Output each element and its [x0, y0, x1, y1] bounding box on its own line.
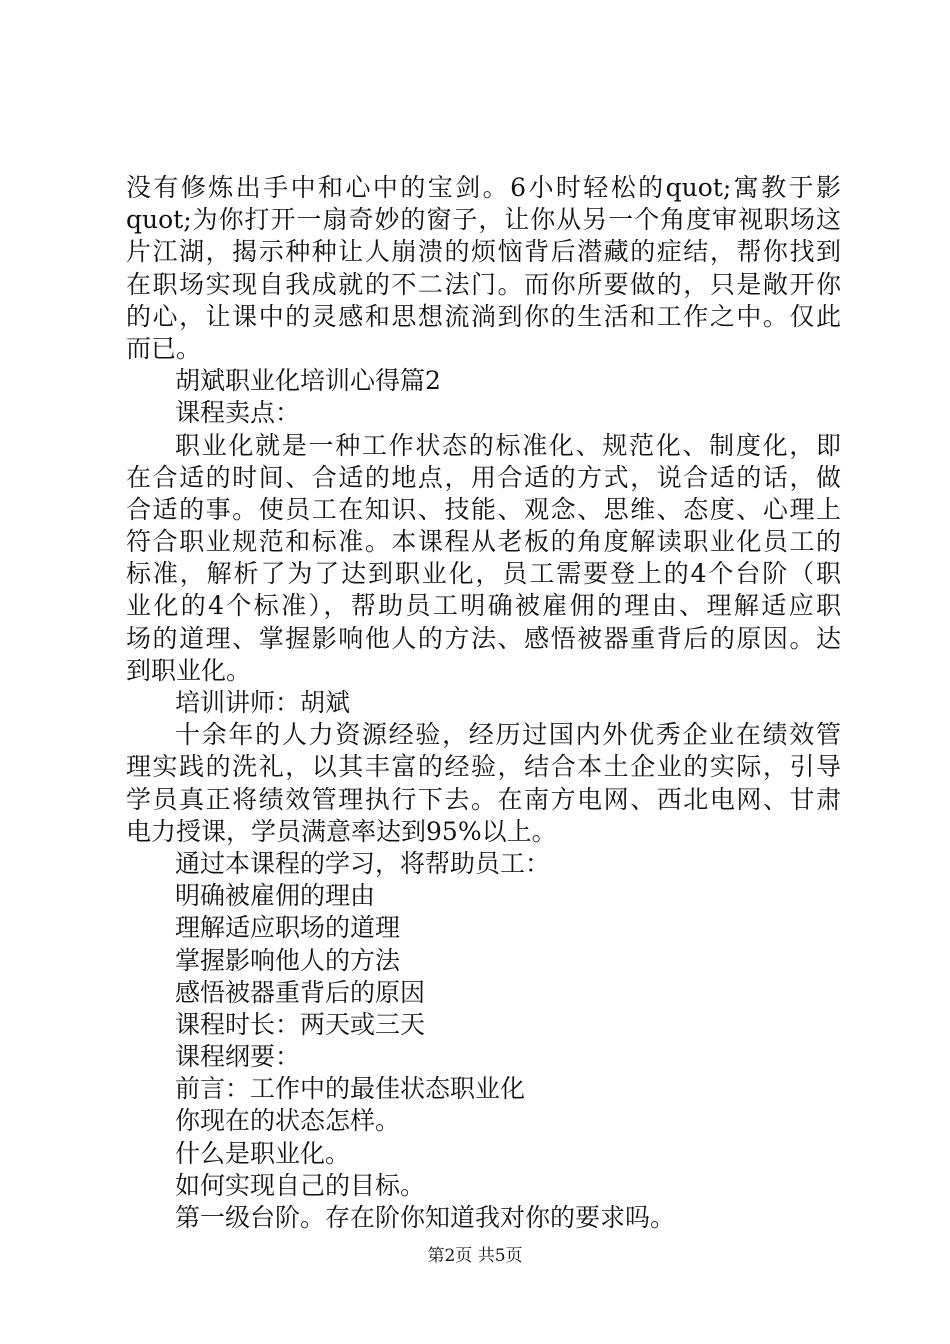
- text-line: 合适的事。使员工在知识、技能、观念、思维、态度、心理上: [126, 494, 841, 524]
- text-line: 电力授课，学员满意率达到95%以上。: [126, 816, 557, 846]
- text-line: 感悟被器重背后的原因: [175, 977, 426, 1007]
- text-line: 标准，解析了为了达到职业化，员工需要登上的4个台阶（职: [126, 559, 841, 589]
- text-line: 课程卖点：: [175, 398, 301, 428]
- text-line: 课程纲要：: [175, 1042, 301, 1072]
- text-line: 符合职业规范和标准。本课程从老板的角度解读职业化员工的: [126, 527, 841, 557]
- text-line: 在合适的时间、合适的地点，用合适的方式，说合适的话，做: [126, 462, 841, 492]
- text-line: 如何实现自己的目标。: [175, 1170, 426, 1200]
- text-line: 理实践的洗礼，以其丰富的经验，结合本土企业的实际，引导: [126, 752, 841, 782]
- text-line: 前言：工作中的最佳状态职业化: [175, 1074, 526, 1104]
- text-line: 在职场实现自我成就的不二法门。而你所要做的，只是敞开你: [126, 269, 841, 299]
- text-line: 课程时长：两天或三天: [175, 1009, 426, 1039]
- text-line: 培训讲师：胡斌: [175, 688, 351, 717]
- text-line: 而已。: [126, 333, 202, 363]
- text-line: 掌握影响他人的方法: [175, 945, 401, 975]
- text-line: 的心，让课中的灵感和思想流淌到你的生活和工作之中。仅此: [126, 301, 841, 331]
- text-line: 职业化就是一种工作状态的标准化、规范化、制度化，即: [175, 430, 841, 460]
- text-line: 片江湖，揭示种种让人崩溃的烦恼背后潜藏的症结，帮你找到: [126, 237, 841, 267]
- text-line: 到职业化。: [126, 655, 252, 685]
- page-number-footer: 第2页 共5页: [427, 1246, 523, 1266]
- text-line: 明确被雇佣的理由: [175, 881, 376, 911]
- text-line: 十余年的人力资源经验，经历过国内外优秀企业在绩效管: [175, 720, 841, 750]
- text-line: 理解适应职场的道理: [175, 913, 401, 943]
- text-line: 学员真正将绩效管理执行下去。在南方电网、西北电网、甘肃: [126, 784, 841, 814]
- text-line: 胡斌职业化培训心得篇2: [175, 366, 441, 396]
- text-line: 什么是职业化。: [175, 1138, 351, 1168]
- text-line: 没有修炼出手中和心中的宝剑。6小时轻松的quot;寓教于影: [126, 173, 841, 202]
- text-line: 你现在的状态怎样。: [175, 1106, 401, 1136]
- text-line: 业化的4个标准），帮助员工明确被雇佣的理由、理解适应职: [126, 591, 841, 621]
- text-line: quot;为你打开一扇奇妙的窗子，让你从另一个角度审视职场这: [126, 205, 841, 235]
- document-body: [126, 172, 841, 1234]
- text-line: 通过本课程的学习，将帮助员工：: [175, 848, 551, 878]
- text-line: 场的道理、掌握影响他人的方法、感悟被器重背后的原因。达: [126, 623, 841, 653]
- text-line: 第一级台阶。存在阶你知道我对你的要求吗。: [175, 1203, 676, 1232]
